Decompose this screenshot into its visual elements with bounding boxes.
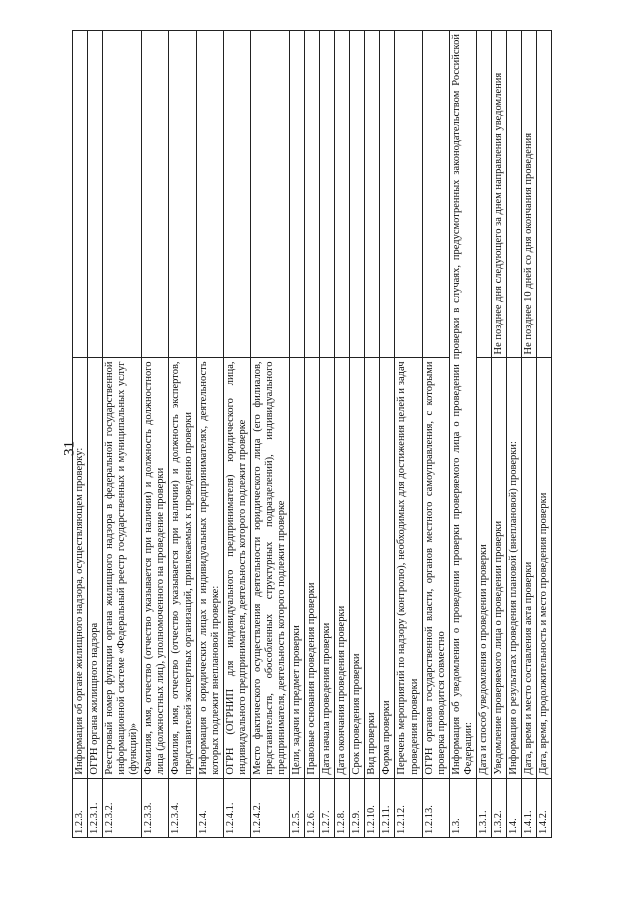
table-row xyxy=(250,31,289,838)
table-row xyxy=(365,31,380,838)
row-text: Информация о юридических лицах и индивидуальных предпринимателях, деятельность которых подлежит внеплановой проверке: xyxy=(196,358,223,778)
row-number: 1.2.4.1. xyxy=(223,778,250,837)
row-deadline xyxy=(223,31,250,358)
table-row xyxy=(142,31,169,838)
row-number: 1.2.3.2. xyxy=(103,778,142,837)
row-text: ОГРН (ОГРНИП для индивидуального предпринимателя) юридического лица, индивидуального предпринимателя, деятельность которого подлежит проверке xyxy=(223,358,250,778)
table-row xyxy=(350,31,365,838)
row-text: Информация об органе жилищного надзора, осуществляющем проверку: xyxy=(73,358,88,778)
inspection-info-table xyxy=(72,30,552,838)
row-text: Правовые основания проведения проверки xyxy=(305,358,320,778)
row-text: Дата, время, продолжительность и место проведения проверки xyxy=(537,358,552,778)
row-text: Информация об уведомлении о проведении проверки проверяемого лица о проведении проверки в случаях, предусмотренных законодательством Российской Федерации: xyxy=(449,31,476,779)
row-text: Вид проверки xyxy=(365,358,380,778)
row-text: Информация о результатах проведения плановой (внеплановой) проверки: xyxy=(506,358,521,778)
page-number: 31 xyxy=(61,441,78,456)
row-number: 1.4.2. xyxy=(537,778,552,837)
row-deadline xyxy=(537,31,552,358)
row-text: Перечень мероприятий по надзору (контролю), необходимых для достижения целей и задач проведения проверки xyxy=(395,358,422,778)
table-row xyxy=(380,31,395,838)
row-text: Форма проверки xyxy=(380,358,395,778)
row-number: 1.2.11. xyxy=(380,778,395,837)
row-number: 1.2.5. xyxy=(290,778,305,837)
row-number: 1.2.8. xyxy=(335,778,350,837)
table-row xyxy=(395,31,422,838)
row-deadline xyxy=(142,31,169,358)
row-deadline xyxy=(365,31,380,358)
row-text: Фамилия, имя, отчество (отчество указывается при наличии) и должность должностного лица (должностных лиц), уполномоченного на проведение проверки xyxy=(142,358,169,778)
row-deadline xyxy=(335,31,350,358)
row-number: 1.2.10. xyxy=(365,778,380,837)
table-row xyxy=(422,31,449,838)
row-deadline xyxy=(320,31,335,358)
row-text: Цели, задачи и предмет проверки xyxy=(290,358,305,778)
row-number: 1.2.7. xyxy=(320,778,335,837)
row-number: 1.2.4. xyxy=(196,778,223,837)
row-deadline: Не позднее дня следующего за днем направления уведомления xyxy=(491,31,506,358)
row-text: ОГРН органа жилищного надзора xyxy=(88,358,103,778)
row-number: 1.2.3.3. xyxy=(142,778,169,837)
row-deadline xyxy=(103,31,142,358)
row-deadline xyxy=(73,31,88,358)
table-row xyxy=(522,31,537,838)
table-row xyxy=(537,31,552,838)
row-number: 1.2.9. xyxy=(350,778,365,837)
row-number: 1.2.3.1. xyxy=(88,778,103,837)
row-deadline xyxy=(290,31,305,358)
row-number: 1.2.3.4. xyxy=(169,778,196,837)
row-text: Место фактического осуществления деятельности юридического лица (его филиалов, представительств, обособленных структурных подразделений), индивидуального предпринимателя, деятельность которого подлежит проверке xyxy=(250,358,289,778)
row-text: Дата и способ уведомления о проведении проверки xyxy=(476,358,491,778)
row-text: Срок проведения проверки xyxy=(350,358,365,778)
row-text: ОГРН органов государственной власти, органов местного самоуправления, с которыми проверка проводится совместно xyxy=(422,358,449,778)
table-row xyxy=(506,31,521,838)
row-number: 1.4. xyxy=(506,778,521,837)
row-number: 1.2.3. xyxy=(73,778,88,837)
row-deadline xyxy=(422,31,449,358)
table-row xyxy=(169,31,196,838)
row-deadline: Не позднее 10 дней со дня окончания проведения xyxy=(522,31,537,358)
document-sheet xyxy=(72,30,627,838)
row-deadline xyxy=(250,31,289,358)
row-number: 1.2.6. xyxy=(305,778,320,837)
row-deadline xyxy=(88,31,103,358)
row-deadline xyxy=(196,31,223,358)
table-row xyxy=(73,31,88,838)
row-number: 1.2.12. xyxy=(395,778,422,837)
row-number: 1.3.1. xyxy=(476,778,491,837)
table-body xyxy=(73,31,552,838)
row-text: Уведомление проверяемого лица о проведении проверки xyxy=(491,358,506,778)
table-row xyxy=(196,31,223,838)
row-number: 1.3. xyxy=(449,778,476,837)
table-row xyxy=(449,31,476,838)
row-deadline xyxy=(305,31,320,358)
row-deadline xyxy=(476,31,491,358)
row-number: 1.4.1. xyxy=(522,778,537,837)
table-row xyxy=(305,31,320,838)
rotated-content xyxy=(72,30,627,838)
row-text: Фамилия, имя, отчество (отчество указывается при наличии) и должность экспертов, представителей экспертных организаций, привлекаемых к проведению проверки xyxy=(169,358,196,778)
table-row xyxy=(103,31,142,838)
table-row xyxy=(223,31,250,838)
row-text: Дата окончания проведения проверки xyxy=(335,358,350,778)
row-number: 1.2.13. xyxy=(422,778,449,837)
row-number: 1.2.4.2. xyxy=(250,778,289,837)
table-row xyxy=(335,31,350,838)
row-deadline xyxy=(506,31,521,358)
row-deadline xyxy=(380,31,395,358)
row-text: Дата, время и место составления акта проверки xyxy=(522,358,537,778)
row-number: 1.3.2. xyxy=(491,778,506,837)
table-row xyxy=(320,31,335,838)
row-deadline xyxy=(395,31,422,358)
row-deadline xyxy=(169,31,196,358)
table-row xyxy=(476,31,491,838)
table-row xyxy=(88,31,103,838)
table-row xyxy=(491,31,506,838)
row-deadline xyxy=(350,31,365,358)
table-row xyxy=(290,31,305,838)
row-text: Дата начала проведения проверки xyxy=(320,358,335,778)
row-text: Реестровый номер функции органа жилищного надзора в федеральной государственной информационной системе «Федеральный реестр государственных и муниципальных услуг (функций)» xyxy=(103,358,142,778)
